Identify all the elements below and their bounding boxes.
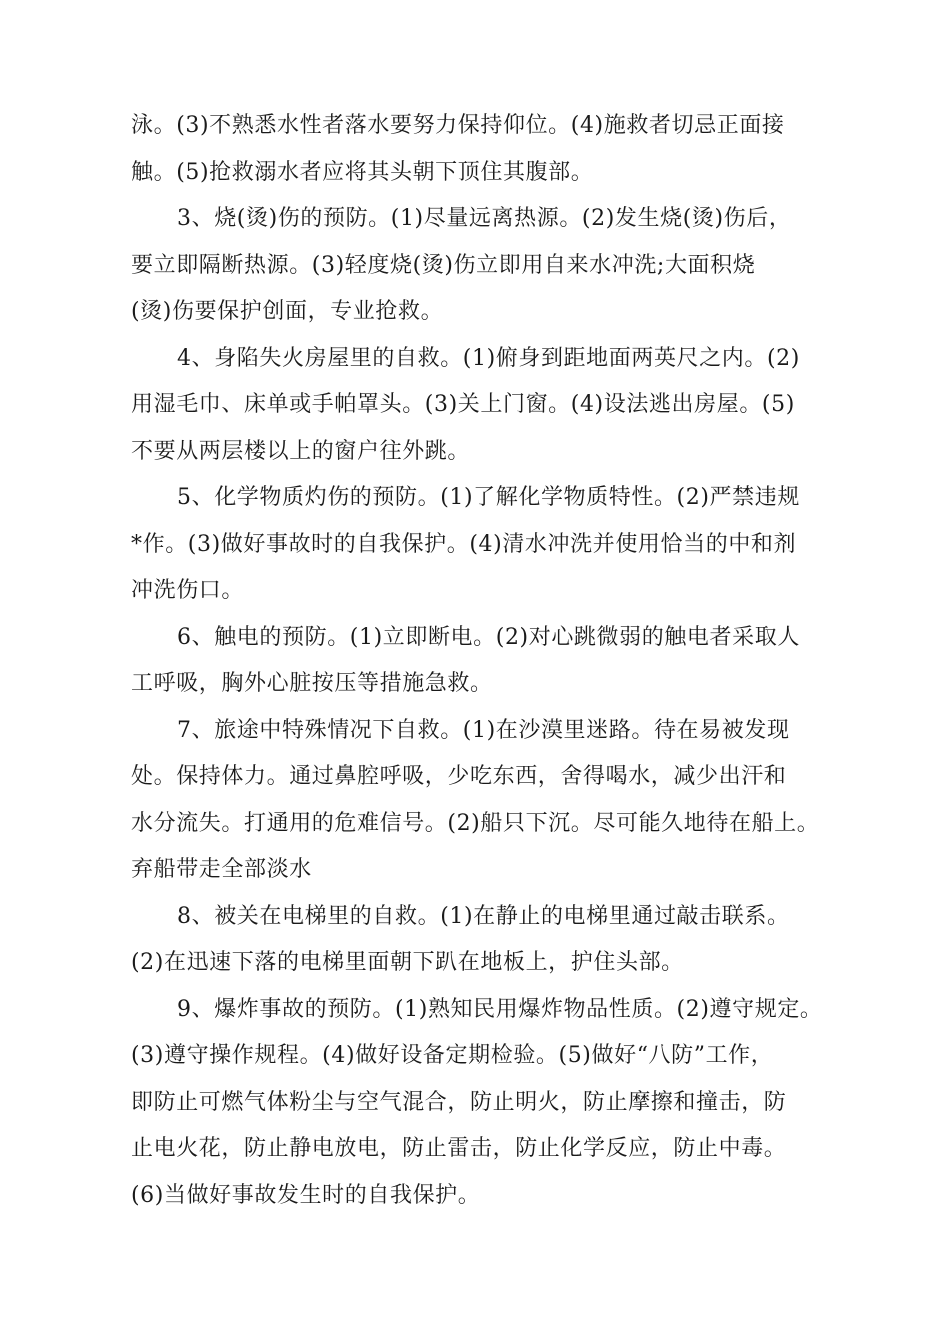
text-line-5: (烫)伤要保护创面，专业抢救。 bbox=[131, 299, 444, 324]
text-line-7: 用湿毛巾、床单或手帕罩头。(3)关上门窗。(4)设法逃出房屋。(5) bbox=[131, 392, 795, 417]
text-line-16: 水分流失。打通用的危难信号。(2)船只下沉。尽可能久地待在船上。 bbox=[131, 810, 820, 836]
text-line-3: 3、烧(烫)伤的预防。(1)尽量远离热源。(2)发生烧(烫)伤后， bbox=[177, 206, 792, 231]
text-line-11: 冲洗伤口。 bbox=[131, 578, 245, 603]
text-line-20: 9、爆炸事故的预防。(1)熟知民用爆炸物品性质。(2)遵守规定。 bbox=[177, 996, 823, 1022]
text-line-2: 触。(5)抢救溺水者应将其头朝下顶住其腹部。 bbox=[131, 159, 594, 185]
text-line-9: 5、化学物质灼伤的预防。(1)了解化学物质特性。(2)严禁违规 bbox=[177, 485, 800, 510]
text-line-17: 弃船带走全部淡水 bbox=[131, 857, 312, 882]
text-line-13: 工呼吸，胸外心脏按压等措施急救。 bbox=[131, 671, 493, 696]
text-line-4: 要立即隔断热源。(3)轻度烧(烫)伤立即用自来水冲洗;大面积烧 bbox=[131, 252, 756, 278]
text-line-24: (6)当做好事故发生时的自我保护。 bbox=[131, 1182, 481, 1208]
text-line-10: *作。(3)做好事故时的自我保护。(4)清水冲洗并使用恰当的中和剂 bbox=[131, 531, 797, 557]
text-line-8: 不要从两层楼以上的窗户往外跳。 bbox=[131, 438, 471, 464]
text-line-6: 4、身陷失火房屋里的自救。(1)俯身到距地面两英尺之内。(2) bbox=[177, 345, 800, 371]
text-line-23: 止电火花，防止静电放电，防止雷击，防止化学反应，防止中毒。 bbox=[131, 1136, 787, 1161]
document-page bbox=[131, 107, 843, 1223]
text-line-21: (3)遵守操作规程。(4)做好设备定期检验。(5)做好“八防”工作， bbox=[131, 1043, 774, 1068]
text-line-22: 即防止可燃气体粉尘与空气混合，防止明火，防止摩擦和撞击，防 bbox=[131, 1089, 787, 1115]
text-line-12: 6、触电的预防。(1)立即断电。(2)对心跳微弱的触电者采取人 bbox=[177, 624, 800, 650]
text-line-14: 7、旅途中特殊情况下自救。(1)在沙漠里迷路。待在易被发现 bbox=[177, 717, 790, 743]
text-line-15: 处。保持体力。通过鼻腔呼吸，少吃东西，舍得喝水，减少出汗和 bbox=[131, 764, 787, 789]
text-line-19: (2)在迅速下落的电梯里面朝下趴在地板上，护住头部。 bbox=[131, 950, 684, 975]
text-line-1: 泳。(3)不熟悉水性者落水要努力保持仰位。(4)施救者切忌正面接 bbox=[131, 113, 785, 138]
text-line-18: 8、被关在电梯里的自救。(1)在静止的电梯里通过敲击联系。 bbox=[177, 903, 790, 929]
